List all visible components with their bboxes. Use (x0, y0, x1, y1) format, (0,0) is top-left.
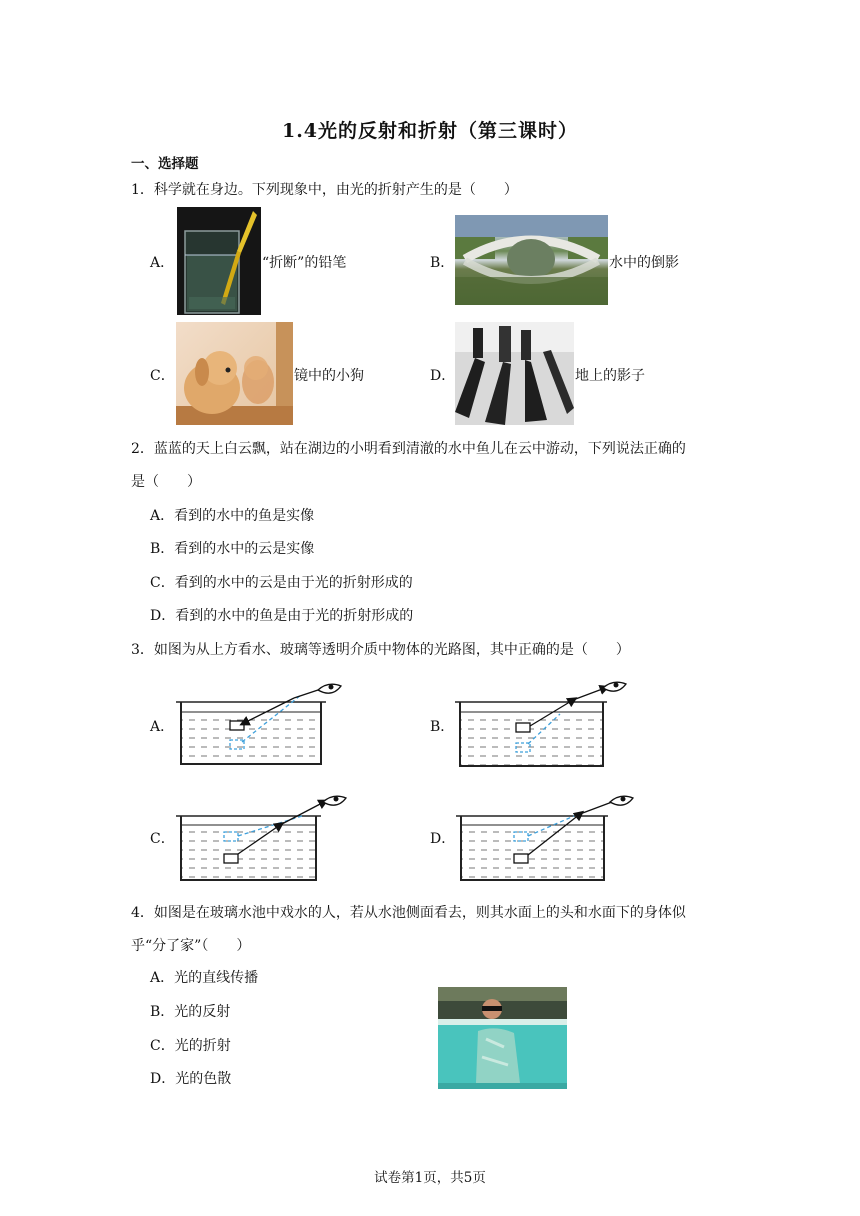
pencil-in-water-image (177, 207, 261, 315)
question-1 (131, 180, 518, 200)
option-letter: D． (430, 368, 456, 384)
question-number: 4． (131, 905, 154, 921)
option-b: B．看到的水中的云是实像 (150, 541, 315, 557)
question-2 (131, 439, 686, 459)
option-letter: A． (150, 255, 175, 271)
light-path-diagram-d (456, 792, 638, 884)
option-letter: C． (150, 368, 175, 384)
section-heading: 一、选择题 (131, 156, 199, 172)
person-in-pool-image (438, 987, 567, 1089)
option-caption: 镜中的小狗 (294, 368, 364, 384)
page-footer: 试卷第1页，共5页 (374, 1170, 486, 1186)
option-b: B．光的反射 (150, 1004, 231, 1020)
option-c: C．光的折射 (150, 1038, 231, 1054)
light-path-diagram-a (176, 680, 346, 770)
people-shadows-image (455, 322, 574, 425)
option-letter: D． (430, 831, 456, 847)
option-letter: C． (150, 831, 175, 847)
question-4 (131, 903, 686, 923)
question-stem-continued: 是（ ） (131, 474, 201, 490)
option-caption: “折断”的铅笔 (262, 255, 347, 271)
question-stem-continued: 乎“分了家”（ ） (131, 938, 251, 954)
question-stem: 科学就在身边。下列现象中，由光的折射产生的是（ ） (153, 182, 518, 198)
option-letter: A． (150, 719, 175, 735)
option-d: D．光的色散 (150, 1071, 232, 1087)
question-3 (131, 640, 630, 660)
option-caption: 地上的影子 (575, 368, 645, 384)
question-stem: 蓝蓝的天上白云飘，站在湖边的小明看到清澈的水中鱼儿在云中游动，下列说法正确的 (153, 441, 686, 457)
question-number: 1． (131, 182, 154, 198)
bridge-reflection-image (455, 215, 608, 305)
question-number: 3． (131, 642, 154, 658)
question-number: 2． (131, 441, 154, 457)
option-letter: B． (430, 255, 455, 271)
option-a: A．看到的水中的鱼是实像 (150, 508, 315, 524)
option-d: D．看到的水中的鱼是由于光的折射形成的 (150, 608, 414, 624)
option-c: C．看到的水中的云是由于光的折射形成的 (150, 575, 413, 591)
page-title: 1.4光的反射和折射（第三课时） (281, 120, 579, 142)
option-letter: B． (430, 719, 455, 735)
option-a: A．光的直线传播 (150, 970, 259, 986)
question-stem: 如图是在玻璃水池中戏水的人，若从水池侧面看去，则其水面上的头和水面下的身体似 (153, 905, 686, 921)
light-path-diagram-c (176, 792, 351, 884)
option-caption: 水中的倒影 (609, 255, 679, 271)
light-path-diagram-b (455, 680, 630, 770)
question-stem: 如图为从上方看水、玻璃等透明介质中物体的光路图，其中正确的是（ ） (153, 642, 630, 658)
puppy-mirror-image (176, 322, 293, 425)
